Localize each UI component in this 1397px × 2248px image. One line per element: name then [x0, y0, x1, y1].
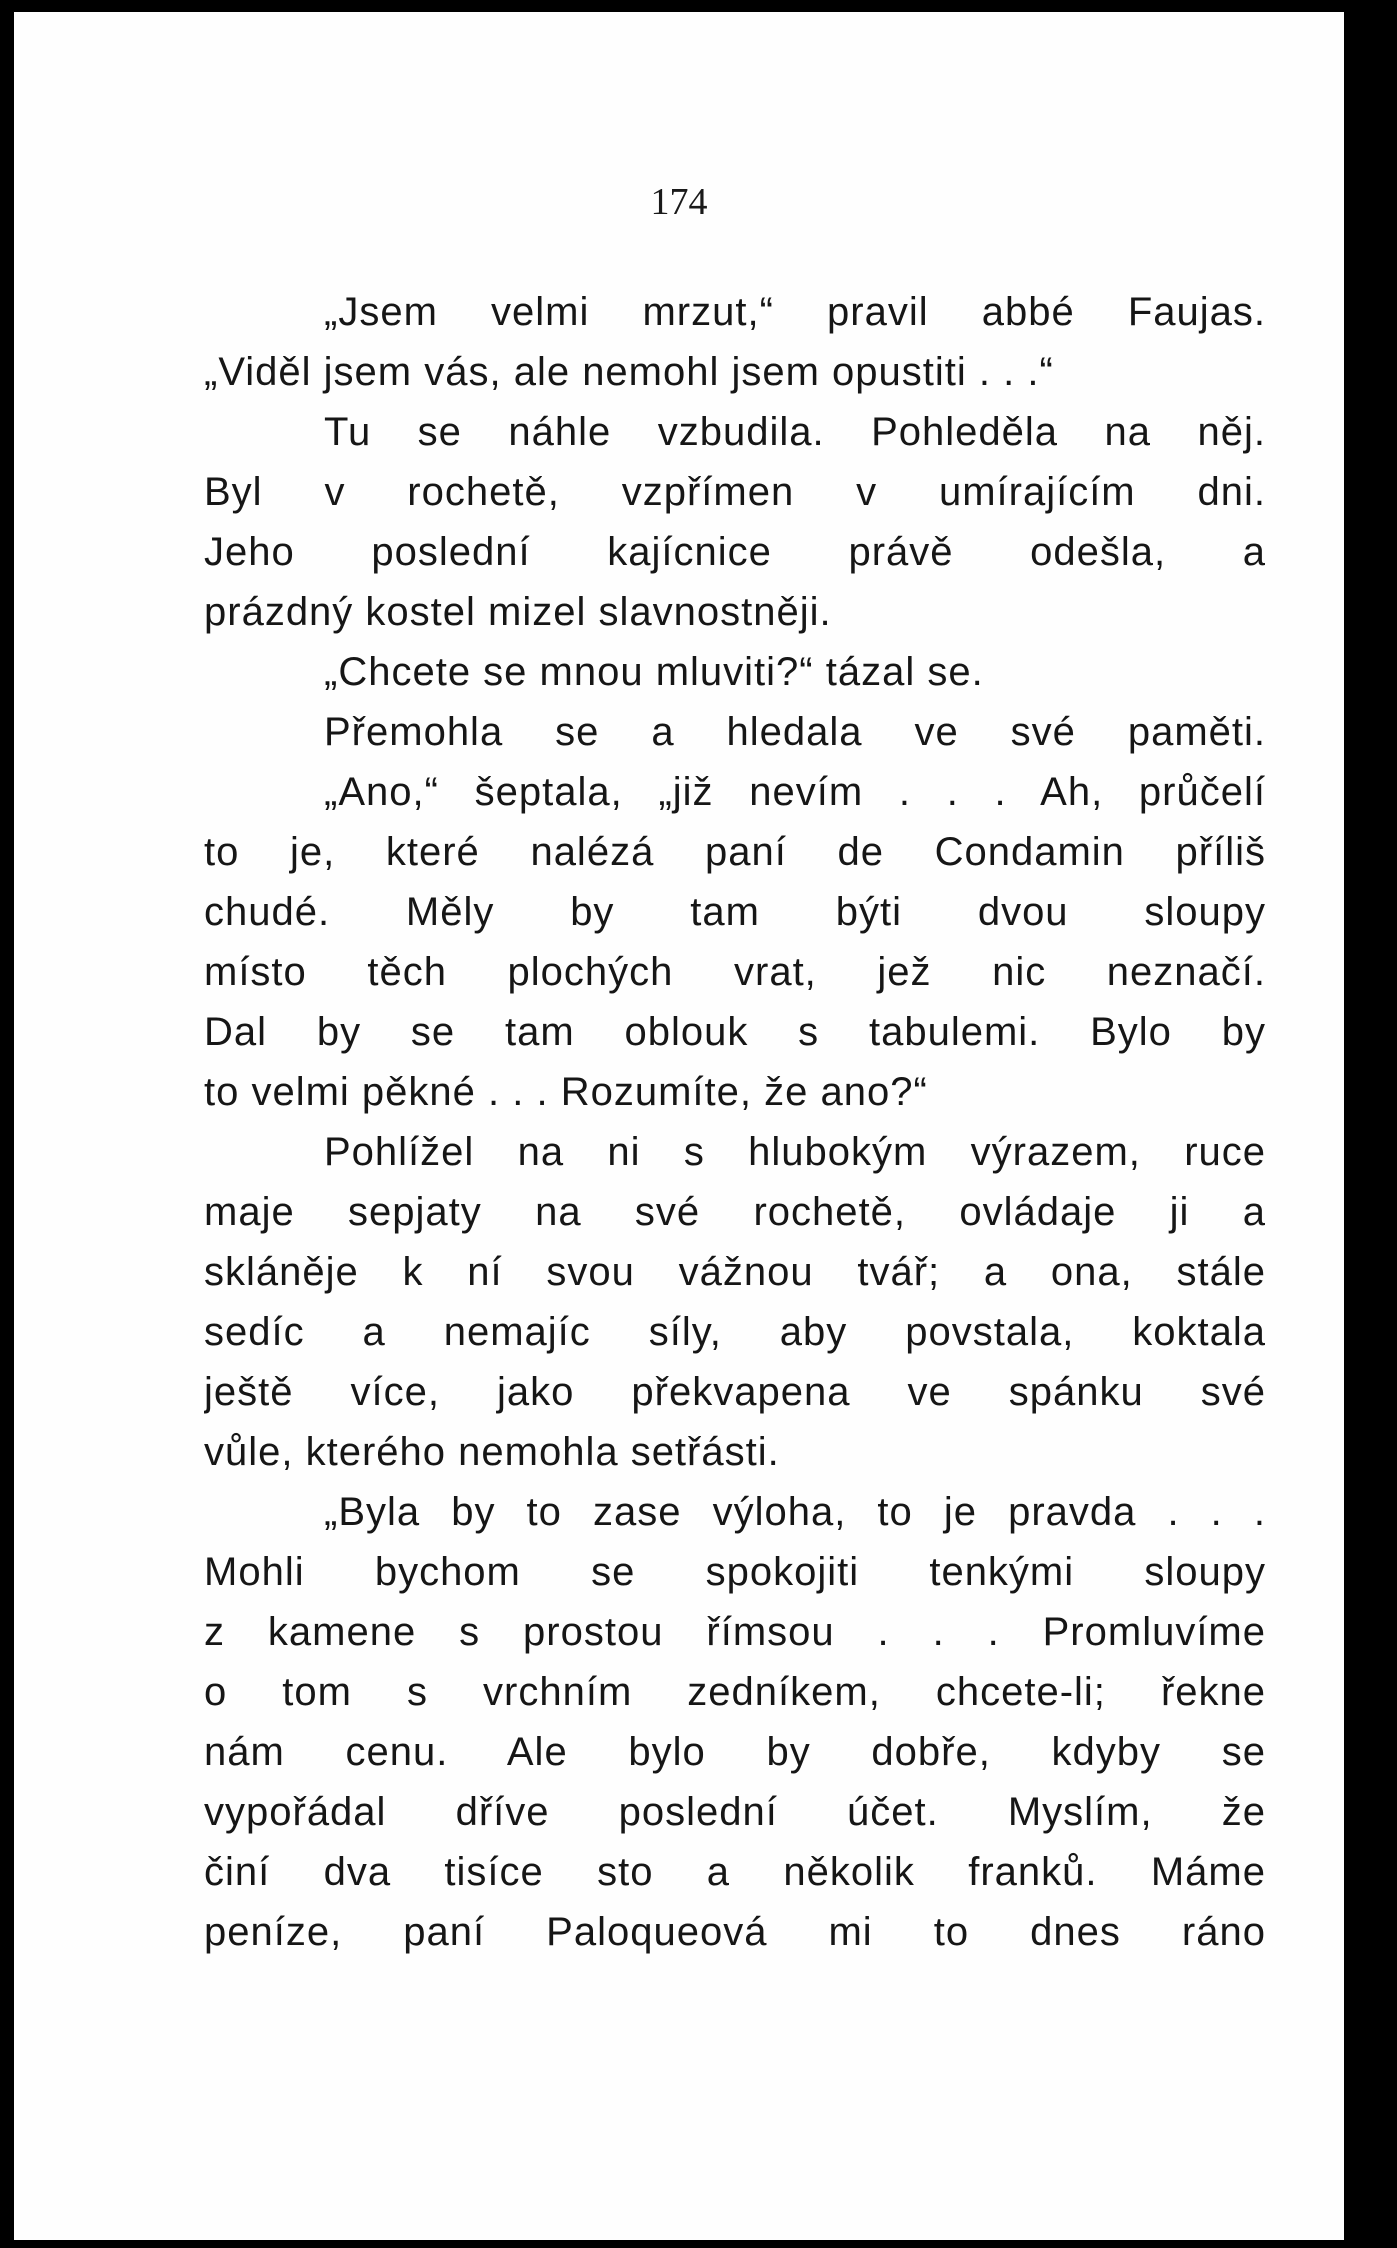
text-line: „Chcete se mnou mluviti?“ tázal se. [324, 650, 984, 694]
text-line: peníze, paní Paloqueová mi to dnes ráno [204, 1910, 1266, 1954]
text-line: „Byla by to zase výloha, to je pravda . . . [324, 1490, 1266, 1534]
text-line: Tu se náhle vzbudila. Pohleděla na něj. [324, 410, 1266, 454]
text-line: místo těch plochých vrat, jež nic neznačí. [204, 950, 1266, 994]
text-line: Pohlížel na ni s hlubokým výrazem, ruce [324, 1130, 1266, 1174]
text-line: to je, které nalézá paní de Condamin příliš [204, 830, 1266, 874]
text-line: Byl v rochetě, vzpřímen v umírajícím dni. [204, 470, 1266, 514]
text-line: to velmi pěkné . . . Rozumíte, že ano?“ [204, 1070, 928, 1114]
text-line: „Jsem velmi mrzut,“ pravil abbé Faujas. [324, 290, 1266, 334]
text-line: činí dva tisíce sto a několik franků. Máme [204, 1850, 1266, 1894]
text-line: vůle, kterého nemohla setřásti. [204, 1430, 780, 1474]
text-line: Mohli bychom se spokojiti tenkými sloupy [204, 1550, 1266, 1594]
text-line: prázdný kostel mizel slavnostněji. [204, 590, 832, 634]
text-line: Dal by se tam oblouk s tabulemi. Bylo by [204, 1010, 1266, 1054]
text-line: ještě více, jako překvapena ve spánku své [204, 1370, 1266, 1414]
text-line: skláněje k ní svou vážnou tvář; a ona, stále [204, 1250, 1266, 1294]
page-number: 174 [650, 181, 708, 223]
book-page [14, 12, 1344, 2240]
text-line: chudé. Měly by tam býti dvou sloupy [204, 890, 1266, 934]
text-line: Jeho poslední kajícnice právě odešla, a [204, 530, 1266, 574]
text-line: z kamene s prostou římsou . . . Promluvíme [204, 1610, 1266, 1654]
body-text [204, 282, 1266, 1962]
text-line: „Ano,“ šeptala, „již nevím . . . Ah, průčelí [324, 770, 1266, 814]
text-line: nám cenu. Ale bylo by dobře, kdyby se [204, 1730, 1266, 1774]
text-line: vypořádal dříve poslední účet. Myslím, že [204, 1790, 1266, 1834]
text-line: maje sepjaty na své rochetě, ovládaje ji a [204, 1190, 1266, 1234]
text-line: o tom s vrchním zedníkem, chcete-li; řekne [204, 1670, 1266, 1714]
text-line: sedíc a nemajíc síly, aby povstala, koktala [204, 1310, 1266, 1354]
text-line: Přemohla se a hledala ve své paměti. [324, 710, 1266, 754]
text-line: „Viděl jsem vás, ale nemohl jsem opustiti . . .“ [204, 350, 1054, 394]
